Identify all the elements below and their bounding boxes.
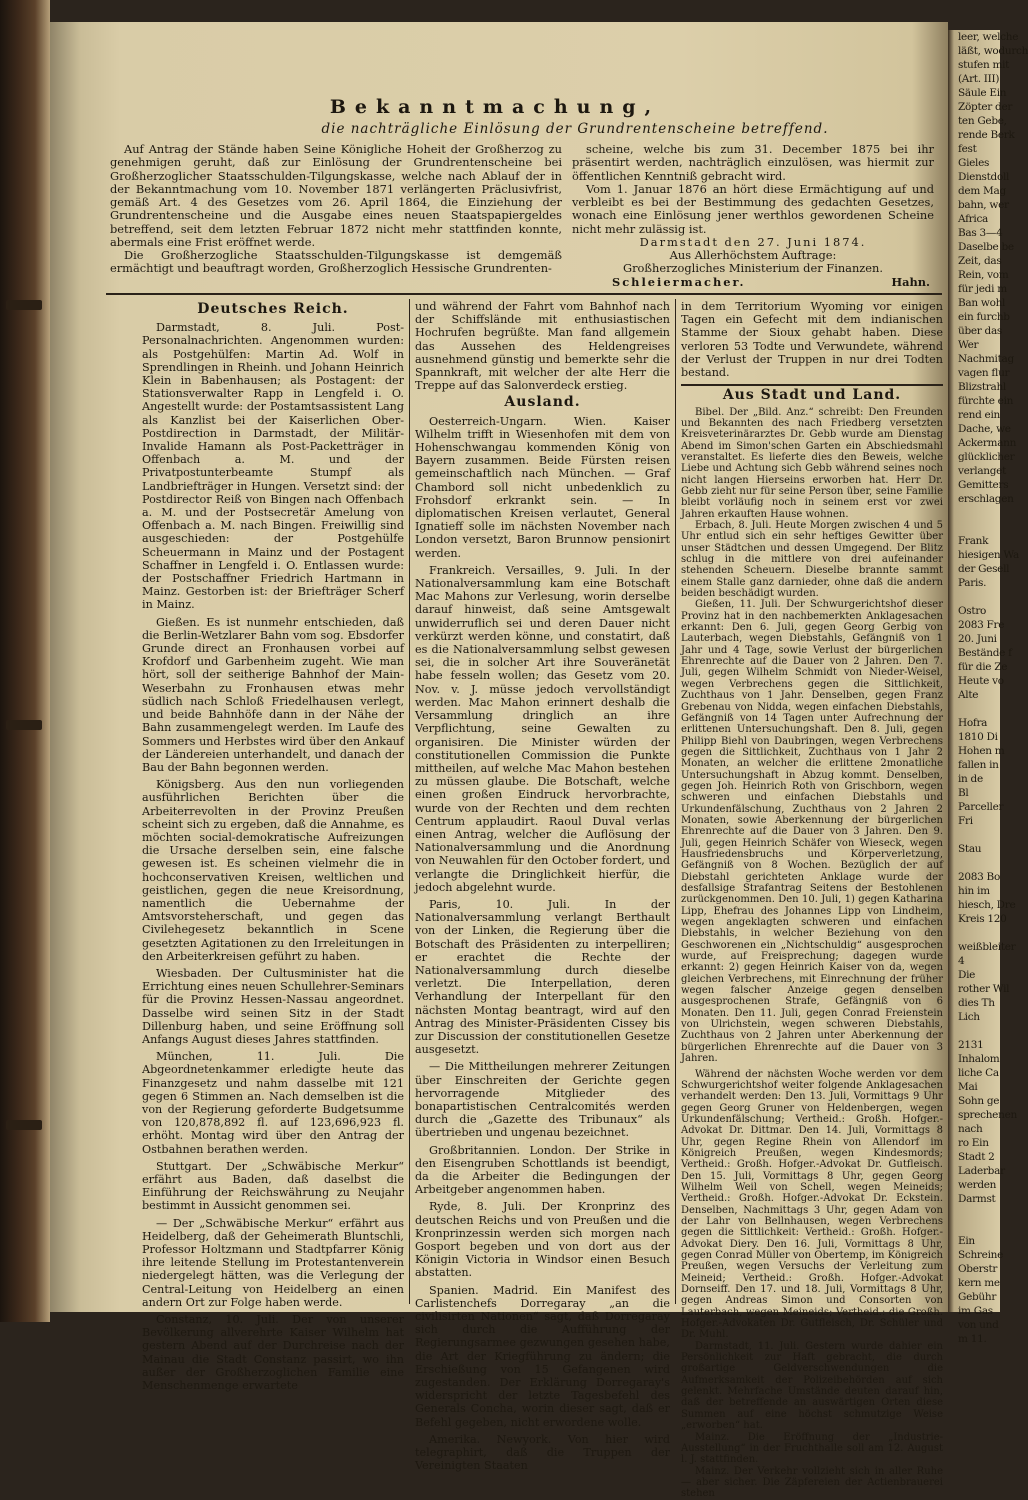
facing-page-line: ro Ein (958, 1137, 989, 1149)
facing-page-line: über das (958, 325, 1003, 337)
facing-page-line (948, 828, 1000, 842)
facing-page-line: Laderbar (958, 1165, 1005, 1177)
facing-page-line: in de (958, 773, 983, 785)
facing-page-line: Hofra (958, 717, 988, 729)
facing-page-line: Lich (958, 1011, 980, 1023)
facing-page-line: fallen in (958, 759, 999, 771)
article-paragraph: Constanz, 10. Juli. Der von unserer Bevölkerung allverehrte Kaiser Wilhelm hat gestern Abend auf der Durchreise nach der Mainau die Stadt Constanz passirt, wo ihn außer der Großherzoglichen Familie eine Menschenmenge erwartete (142, 1313, 404, 1393)
facing-page-line: leer, welche (958, 31, 1019, 43)
article-paragraph: Darmstadt, 8. Juli. Post-Personalnachrichten. Angenommen wurden: als Postgehülfen: Martin Ad. Wolf in Sprendlingen in Rheinh. und Johann Heinrich Klein in Babenhausen; als Postagent: der Stationsverwalter Rapp in Lengfeld i. O. Angestellt wurde: der Postamtsassistent Lang als Kanzlist bei der Kaiserlichen Ober-Postdirection in Darmstadt, der Militär-Invalide Hamann als Post-Packetträger in Offenbach a. M. und der Privatpostunterbeamte Stumpf als Landbriefträger in Hungen. Versetzt sind: der Postdirector Reiß von Bingen nach Offenbach a. M. und der Postsecretär Amelung von Offenbach a. M. nach Bingen. Freiwillig sind ausgeschieden: der Postgehülfe Scheuermann in Mainz und der Postagent Schaffner in Lengfeld i. O. Entlassen wurde: der Postschaffner Friedrich Hartmann in Mainz. Gestorben ist: der Briefträger Scherf in Mainz. (142, 321, 404, 612)
column-stadt-und-land (681, 300, 943, 1500)
facing-page-line: Daselbe be (958, 241, 1014, 253)
facing-page-line (948, 520, 1000, 534)
facing-page-line: für die Ze (958, 661, 1008, 673)
facing-page-line: fürchte ein (958, 395, 1014, 407)
facing-page-line: ein furchb (958, 311, 1010, 323)
facing-page-line: Dache, we (958, 423, 1011, 435)
facing-page-line: Mai (958, 1081, 978, 1093)
notice-ministry: Großherzogliches Ministerium der Finanzen. (623, 261, 883, 276)
facing-page-line: 2131 (958, 1039, 984, 1051)
notice-date: Darmstadt den 27. Juni 1874. (639, 234, 867, 249)
facing-page-line: Hohen m (958, 745, 1005, 757)
facing-page-line: glücklicher (958, 451, 1015, 463)
facing-page-line: Gebühr (958, 1291, 997, 1303)
facing-page-line (948, 1206, 1000, 1220)
column-rule (409, 299, 410, 1304)
facing-page-line: Sohn ge (958, 1095, 1000, 1107)
facing-page-line: Stau (958, 843, 982, 855)
facing-page-line: nach (958, 1123, 983, 1135)
article-paragraph: Gießen, 11. Juli. Der Schwurgerichtshof dieser Provinz hat in den nachbemerkten Anklagesachen erkannt: Den 6. Juli, gegen Georg Gerbig von Lauterbach, wegen Diebstahls, Gefängniß von 1 Jahr und 4 Tage, sowie Verlust der bürgerlichen Ehrenrechte auf die Dauer von 2 Jahren. Den 7. Juli, gegen Wilhelm Schmidt von Nieder-Weisel, wegen Verbrechens gegen die Sittlichkeit, Zuchthaus von 1 Jahr. Denselben, gegen Franz Grebenau von Nidda, wegen einfachen Diebstahls, Gefängniß von 14 Tagen unter Aufrechnung der erlittenen Untersuchungshaft. Den 8. Juli, gegen Philipp Biehl von Daubringen, wegen Verbrechens gegen die Sittlichkeit, Zuchthaus von 1 Jahr 2 Monaten, an welcher die erlittene 2monatliche Untersuchungshaft in Abzug kommt. Denselben, gegen Joh. Heinrich Roth von Grischborn, wegen schweren und einfachen Diebstahls und Urkundenfälschung, Zuchthaus von 2 Jahren 2 Monaten, sowie Aberkennung der bürgerlichen Ehrenrechte auf die Dauer von 3 Jahren. Den 9. Juli, gegen Heinrich Schäfer von Wieseck, wegen Hausfriedensbruchs und Körperverletzung, Gefängniß von 8 Wochen. Bezüglich der auf Diebstahl gerichteten Anklage wurde der desfallsige Strafantrag Seitens der Bestohlenen zurückgenommen. Den 10. Juli, 1) gegen Katharina Lipp, Ehefrau des Johannes Lipp von Lindheim, wegen angeklagten schweren und einfachen Diebstahls, in welcher Beziehung von den Geschworenen ein „Nichtschuldig“ ausgesprochen wurde, auf Freisprechung; dagegen wurde erkannt: 2) gegen Heinrich Kaiser von da, wegen gleichen Verbrechens, mit Einrechnung der früher wegen falscher Anzeige gegen denselben ausgesprochenen Strafe, Gefängniß von 6 Monaten. Den 11. Juli, gegen Conrad Freienstein von Ulrichstein, wegen schweren Diebstahls, Zuchthaus von 2 Jahren unter Aberkennung der bürgerlichen Ehrenrechte auf die Dauer von 3 Jahren. (681, 599, 943, 1065)
facing-page-line: Ackermann (958, 437, 1017, 449)
article-paragraph: Stuttgart. Der „Schwäbische Merkur“ erfährt aus Baden, daß daselbst die Einführung der Reichswährung zu Neujahr bestimmt in Aussicht genommen sei. (142, 1159, 404, 1213)
article-paragraph: Spanien. Madrid. Ein Manifest des Carlistenchefs Dorregaray „an die civilisirten Nationen“ sagt, daß Dorregaray sich durch die Aufführung der Regierungsarmee gezwungen gesehen habe, die Art der Kriegführung zu ändern; die Erschießung von 15 Gefangenen wird zugestanden. Der Erklärung Dorregaray's widerspricht der letzte Tagesbefehl des Generals Concha, worin dieser sagt, daß er Befehl gegeben, nicht erwordene wolle. (415, 1283, 670, 1429)
article-paragraph: Wiesbaden. Der Cultusminister hat die Errichtung eines neuen Schullehrer-Seminars für die Provinz Hessen-Nassau angeordnet. Dasselbe wird seinen Sitz in der Stadt Dillenburg haben, und seine Eröffnung soll Anfangs August dieses Jahres stattfinden. (142, 966, 404, 1046)
article-paragraph: Ryde, 8. Juli. Der Kronprinz des deutschen Reichs und von Preußen und die Kronprinzessin werden sich morgen nach Gosport begeben und von dort aus der Königin Victoria in Windsor einen Besuch abstatten. (415, 1200, 670, 1280)
facing-page-line: im Gas (958, 1305, 993, 1317)
column-deutsches-reich (142, 299, 404, 1392)
facing-page-line: Zöpter der (958, 101, 1013, 113)
facing-page-line: rende Berk (958, 129, 1015, 141)
article-paragraph: Frankreich. Versailles, 9. Juli. In der Nationalversammlung kam eine Botschaft Mac Mahons zur Verlesung, worin derselbe darauf hinweist, daß seine Amtsgewalt unwiderruflich sei und deren Dauer nicht verkürzt werden könne, und constatirt, daß es die Nationalversammlung selbst gewesen sei, die in solcher Art ihre Souveränetät habe fesseln wollen; das Gesetz vom 20. Nov. v. J. müsse jedoch vervollständigt werden. Mac Mahon erinnert deshalb die Versammlung dringlich an ihre Verpflichtung, seine Gewalten zu organisiren. Die Minister würden der constitutionellen Commission die Punkte mittheilen, auf welche Mac Mahon bestehen zu müssen glaube. Die Botschaft, welche einen großen Eindruck hervorbrachte, wurde von der Rechten und dem rechten Centrum applaudirt. Raoul Duval verlas einen Antrag, welcher die Auflösung der Nationalversammlung und die Anordnung von Neuwahlen für den October fordert, und verlangte die Dringlichkeit hierfür, die jedoch abgelehnt wurde. (415, 563, 670, 894)
notice-paragraph: Vom 1. Januar 1876 an hört diese Ermächtigung auf und verbleibt es bei der Bestimmung des gedachten Gesetzes, wonach eine Einlösung jener werthlos gewordenen Scheine nicht mehr zulässig ist. (572, 181, 934, 236)
facing-page-line: vagen flur (958, 367, 1010, 379)
notice-paragraph: scheine, welche bis zum 31. December 1875 bei ihr präsentirt werden, nachträglich einzulösen, was hiermit zur öffentlichen Kenntniß gebracht wird. (572, 142, 934, 183)
section-rule (106, 293, 942, 295)
facing-page-line: weißbleiter (958, 941, 1016, 953)
facing-page-line: hin im (958, 885, 990, 897)
facing-page-line: für jedi m (958, 283, 1007, 295)
article-paragraph: Königsberg. Aus den nun vorliegenden ausführlichen Berichten über die Arbeiterrevolten in der Provinz Preußen scheint sich zu ergeben, daß die Annahme, es möchten social-demokratische Aufreizungen die Ursache derselben sein, eine falsche gewesen ist. Es scheinen vielmehr die in hochconservativen Kreisen, weltlichen und geistlichen, gegen die neue Kreisordnung, namentlich die Uebernahme der Amtsvorsteherschaft, und gegen das Civilehegesetz bekanntlich in Scene gesetzten Agitationen zu den Irreleitungen in den Arbeiterkreisen geführt zu haben. (142, 778, 404, 963)
facing-page-line: Kreis 120 (958, 913, 1007, 925)
article-paragraph: Mainz. Die Eröffnung der „Industrie-Ausstellung“ in der Fruchthalle soll am 12. August l. J. stattfinden. (681, 1431, 943, 1466)
facing-page-line: 2083 Fre (958, 619, 1005, 631)
facing-page-line: Oberstr (958, 1263, 998, 1275)
article-paragraph: Darmstadt, 11. Juli. Gestern wurde dahier ein Persönlichkeit zur Haft gebracht, die durch großartige Geldverschwendungen die Aufmerksamkeit der Polizeibehörden auf sich gelenkt. Mehrfache Umstände deuten darauf hin, daß der betreffende an auswärtigen Orten diese Summen auf eine höchst schmutzige Weise „erworben“ hat. (681, 1340, 943, 1432)
notice-right-column (572, 143, 934, 292)
facing-page-line: dem Mag (958, 185, 1006, 197)
facing-page-line: 1810 Di (958, 731, 998, 743)
article-paragraph: Während der nächsten Woche werden vor dem Schwurgerichtshof weiter folgende Anklagesachen verhandelt werden: Den 13. Juli, Vormittags 9 Uhr gegen Georg Gruner von Heldenbergen, wegen Urkundenfälschung; Vertheid.: Großh. Hofger.-Advokat Dr. Dittmar. Den 14. Juli, Vormittags 8 Uhr, gegen Regine Rhein von Allendorf im Königreich Preußen, wegen Kindesmords; Vertheid.: Großh. Hofger.-Advokat Dr. Gutfleisch. Den 15. Juli, Vormittags 8 Uhr, gegen Georg Wilhelm Weil von Schell, wegen Meineids; Vertheid.: Großh. Hofger.-Advokat Dr. Eckstein. Denselben, Nachmittags 3 Uhr, gegen Adam von der Lahr von Bellnhausen, wegen Verbrechens gegen die Sittlichkeit: Vertheid.: Großh. Hofger.-Advokat Diery. Den 16. Juli, Vormittags 8 Uhr, gegen Conrad Müller von Obertemp, im Königreich Preußen, wegen Versuchs der Verleitung zum Meineid; Vertheid.: Großh. Hofger.-Advokat Dornseiff. Den 17. und 18. Juli, Vormittags 8 Uhr, gegen Andreas Simon und Consorten von Lauterbach, wegen Meineids; Vertheid.: die Großh. Hofger.-Advokaten Dr. Gutfleisch, Dr. Schüler und Dr. Muhl. (681, 1068, 943, 1341)
facing-page-line (948, 506, 1000, 520)
article-paragraph: Gießen. Es ist nunmehr entschieden, daß die Berlin-Wetzlarer Bahn vom sog. Ebsdorfer Grunde direct an Fronhausen vorbei auf Krofdorf und Garbenheim zugeht. Wie man hört, soll der seitherige Bahnhof der Main-Weserbahn zu Fronhausen etwas mehr südlich nach Schloß Friedelhausen verlegt, und beide Bahnhöfe dann in der Nähe der Bahn zusammengelegt werden. Im Laufe des Sommers und Herbstes wird über den Ankauf der Ländereien unterhandelt, und danach der Bau der Bahn begonnen werden. (142, 615, 404, 774)
facing-page-line: Bas 3—4 (958, 227, 1003, 239)
facing-page-line: Schreine (958, 1249, 1004, 1261)
facing-page-edge (948, 30, 1028, 1345)
facing-page-line: sprechenen (958, 1109, 1017, 1121)
facing-page-line: Säule Ein (958, 87, 1007, 99)
article-paragraph: Erbach, 8. Juli. Heute Morgen zwischen 4 und 5 Uhr entlud sich ein sehr heftiges Gewitter über unser Städtchen und dessen Umgegend. Der Blitz schlug in die mittlere von drei aufeinander stehenden Scheuern. Dieselbe brannte sammt einem Stalle ganz darnieder, ohne daß die andern beiden beschädigt wurden. (681, 520, 943, 600)
notice-signature: Hahn. (891, 274, 930, 289)
facing-page-line: Gieles (958, 157, 990, 169)
article-paragraph: Mainz. Der Verkehr vollzieht sich in aller Ruhe — aber sicher. Die Zäpfereien der Actienbrauerei stehen (681, 1465, 943, 1500)
section-heading: Aus Stadt und Land. (722, 387, 902, 404)
facing-page-line: Bestände f (958, 647, 1012, 659)
facing-page-line: rother Wil (958, 983, 1010, 995)
facing-page-line: Stadt 2 (958, 1151, 995, 1163)
article-paragraph: und während der Fahrt vom Bahnhof nach der Schiffslände mit enthusiastischen Hochrufen begrüßte. Man fand allgemein das Aussehen des Heldengreises ausnehmend günstig und bemerkte sehr die Spannkraft, mit welcher der alte Herr die Treppe auf das Salonverdeck erstieg. (415, 300, 670, 393)
binding-strap (6, 720, 42, 730)
article-paragraph: Amerika. Newyork. Von hier wird telegraphirt, daß die Truppen der Vereinigten Staaten (415, 1432, 670, 1473)
newspaper-page (50, 22, 948, 1500)
facing-page-line: Rein, vom (958, 269, 1009, 281)
article-paragraph: Paris, 10. Juli. In der Nationalversammlung verlangt Berthault von der Linken, die Regierung über die Botschaft des Präsidenten zu interpelliren; er erachtet die Rechte der Nationalversammlung durch dieselbe verletzt. Die Interpellation, deren Verhandlung der Interpellant für den nächsten Montag beantragt, wird auf den Antrag des Minister-Präsidenten Cissey bis zur Discussion der constitutionellen Gesetze ausgesetzt. (415, 897, 670, 1057)
notice-signature: Schleiermacher. (612, 274, 746, 289)
facing-page-line: Darmst (958, 1193, 996, 1205)
facing-page-line: bahn, wer (958, 199, 1009, 211)
facing-page-line: Die (958, 969, 976, 981)
facing-page-line (948, 590, 1000, 604)
facing-page-line: Ostro (958, 605, 987, 617)
facing-page-line: werden (958, 1179, 997, 1191)
facing-page-line: kern me (958, 1277, 1000, 1289)
article-paragraph: Oesterreich-Ungarn. Wien. Kaiser Wilhelm trifft in Wiesenhofen mit dem von Hohenschwangau kommenden König von Bayern zusammen. Beide Fürsten reisen gemeinschaftlich nach München. — Graf Chambord soll nicht unbedenklich zu Frohsdorf erkrankt sein. — In diplomatischen Kreisen verlautet, General Ignatieff solle im nächsten November nach London versetzt, Baron Brunnow pensionirt werden. (415, 414, 670, 560)
facing-page-line: Gemitters (958, 479, 1009, 491)
facing-page-line: (Art. III) (958, 73, 1000, 85)
notice-paragraph: Auf Antrag der Stände haben Seine Königliche Hoheit der Großherzog zu genehmigen geruht, daß zur Einlösung der Grundrentenscheine bei Großherzoglicher Staatsschulden-Tilgungskasse, welche nach Ablauf der in der Bekanntmachung vom 10. November 1871 verlängerten Präclusivfrist, gemäß Art. 4 des Gesetzes vom 26. April 1864, die Einziehung der Grundrentenscheine und die Ausgabe eines neuen Staatspapiergeldes betreffend, seit dem letzten Februar 1872 nicht mehr stattfinden konnte, abermals eine Frist eröffnet werde. (110, 142, 562, 249)
facing-page-line: dies Th (958, 997, 995, 1009)
notice-title: Bekanntmachung, (329, 96, 661, 118)
column-rule (675, 299, 676, 1304)
facing-page-line (948, 1220, 1000, 1234)
article-paragraph: — Die Mittheilungen mehrerer Zeitungen über Einschreiten der Gerichte gegen hervorragende Mitglieder des bonapartistischen Centralcomités werden durch die „Gazette des Tribunaux“ als übertrieben und ungenau bezeichnet. (415, 1060, 670, 1140)
facing-page-line: hiesigen Wa (958, 549, 1019, 561)
section-heading: Deutsches Reich. (197, 301, 349, 317)
facing-page-line: ten Gebe, (958, 115, 1007, 127)
facing-page-line: Fri (958, 815, 973, 827)
notice-authority: Aus Allerhöchstem Auftrage: (669, 248, 837, 262)
facing-page-line: Africa (958, 213, 989, 225)
facing-page-line: hiesch, Dre (958, 899, 1016, 911)
facing-page-line (948, 702, 1000, 716)
section-heading: Ausland. (504, 394, 581, 411)
facing-page-line: 20. Juni (958, 633, 997, 645)
facing-page-line: Dienstdoll (958, 171, 1010, 183)
facing-page-line: fest (958, 143, 977, 155)
facing-page-line: Wer (958, 339, 979, 351)
binding-strap (6, 1120, 42, 1130)
facing-page-line: Ein (958, 1235, 975, 1247)
article-paragraph: — Der „Schwäbische Merkur“ erfährt aus Heidelberg, daß der Geheimerath Bluntschli, Professor Holtzmann und Stadtpfarrer König ihre leitende Stellung im Protestantenverein niedergelegt hätten, was die Verlegung der Central-Leitung von Heidelberg an einen andern Ort zur Folge haben werde. (142, 1216, 404, 1309)
article-paragraph: München, 11. Juli. Die Abgeordnetenkammer erledigte heute das Finanzgesetz und nahm dasselbe mit 121 gegen 6 Stimmen an. Nach demselben ist die von der Regierung geforderte Budgetsumme von 120,878,892 fl. auf 123,696,923 fl. erhöht. Montag wird über den Antrag der Ostbahnen berathen werden. (142, 1050, 404, 1156)
facing-page-line: 2083 Bo (958, 871, 1000, 883)
facing-page-line: Nachmitag (958, 353, 1014, 365)
facing-page-line: Heute vo (958, 675, 1004, 687)
section-rule (681, 384, 943, 386)
notice-subtitle: die nachträgliche Einlösung der Grundrentenscheine betreffend. (321, 121, 829, 137)
facing-page-line: m 11. (958, 1333, 987, 1345)
facing-page-line: von und (958, 1319, 999, 1331)
facing-page-line: läßt, wodurch (958, 45, 1028, 57)
facing-page-line: Ban wohl (958, 297, 1006, 309)
facing-page-line: Blizstrahl (958, 381, 1006, 393)
facing-page-line: Bl (958, 787, 969, 799)
facing-page-line: rend ein (958, 409, 1000, 421)
facing-page-line: Alte (958, 689, 979, 701)
notice-left-column (110, 143, 562, 276)
facing-page-line: erschlagen (958, 493, 1014, 505)
facing-page-line (948, 926, 1000, 940)
facing-page-line: Inhalom (958, 1053, 1000, 1065)
facing-page-line: liche Ca (958, 1067, 999, 1079)
facing-page-line: Zeit, das (958, 255, 1002, 267)
column-ausland (415, 300, 670, 1472)
facing-page-line: Frank (958, 535, 989, 547)
facing-page-line: Paris. (958, 577, 987, 589)
notice-paragraph: Die Großherzogliche Staatsschulden-Tilgungskasse ist demgemäß ermächtigt und beauftragt worden, Großherzoglich Hessische Grundrenten- (110, 248, 562, 276)
facing-page-line: stufen mit (958, 59, 1010, 71)
article-paragraph: Bibel. Der „Bild. Anz.“ schreibt: Den Freunden und Bekannten des nach Friedberg versetzten Kreisveterinärarztes Dr. Gebb wurde am Dienstag Abend im Simon'schen Garten ein Abschiedsmahl veranstaltet. Es lieferte dies den Beweis, welche Liebe und Achtung sich Gebb während seines noch nicht langen Hierseins erworben hat. Herr Dr. Gebb zieht nur für seine Person über, seine Familie bleibt vorläufig noch in seinem erst vor zwei Jahren erkauften Hause wohnen. (681, 406, 943, 520)
facing-page-line: 4 (958, 955, 965, 967)
facing-page-line: der Gesell (958, 563, 1010, 575)
facing-page-line: Parceller (958, 801, 1004, 813)
facing-page-line: verlanget (958, 465, 1007, 477)
book-binding (0, 0, 50, 1322)
facing-page-line (948, 856, 1000, 870)
article-paragraph: Großbritannien. London. Der Strike in den Eisengruben Schottlands ist beendigt, da die Arbeiter die Bedingungen der Arbeitgeber angenommen haben. (415, 1143, 670, 1197)
binding-strap (6, 300, 42, 310)
article-paragraph: in dem Territorium Wyoming vor einigen Tagen ein Gefecht mit dem indianischen Stamme der Sioux gehabt haben. Diese verloren 53 Todte und Verwundete, während der Verlust der Truppen in nur drei Todten bestand. (681, 300, 943, 380)
facing-page-line (948, 1024, 1000, 1038)
